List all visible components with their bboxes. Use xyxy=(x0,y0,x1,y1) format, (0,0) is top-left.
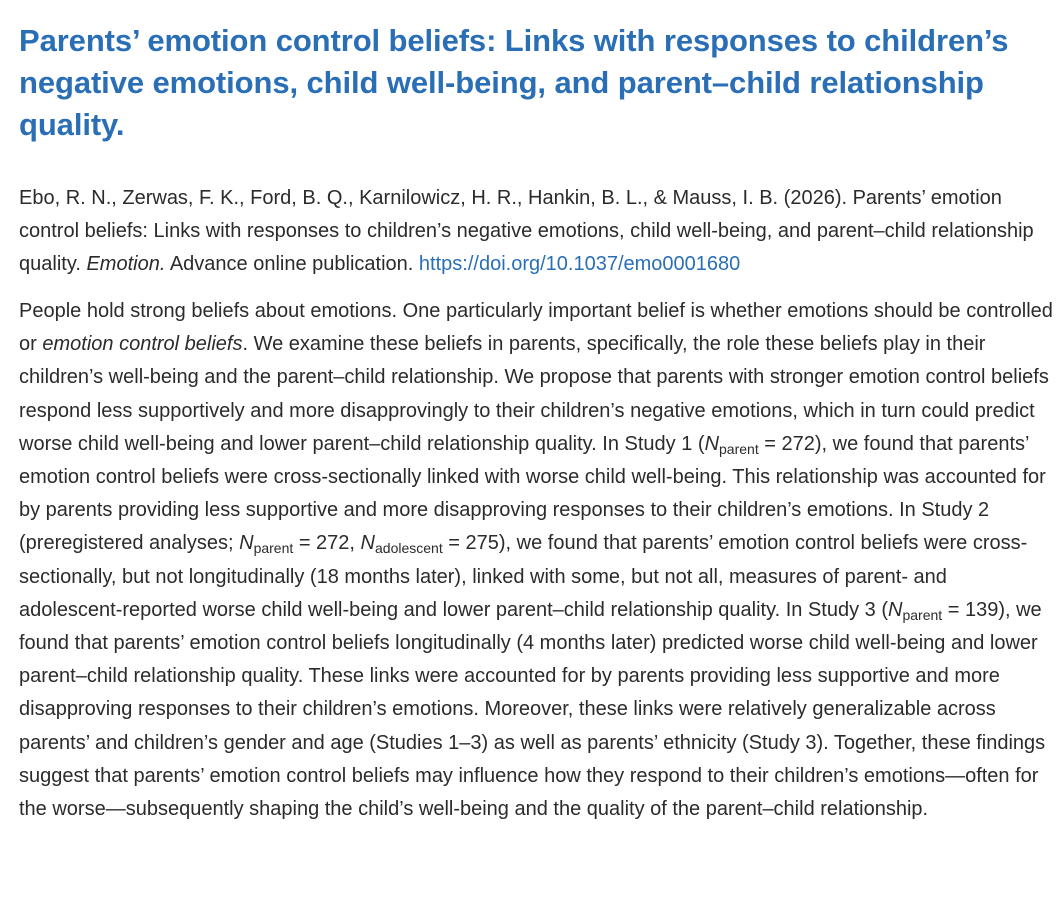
article-title: Parents’ emotion control beliefs: Links with responses to children’s negative emotions, child well-being, and parent–child relationship quality. xyxy=(19,23,1009,142)
article-page xyxy=(19,20,1053,826)
sample-size-subscript: parent xyxy=(719,440,759,457)
sample-size-subscript: adolescent xyxy=(375,540,443,557)
doi-link[interactable]: https://doi.org/10.1037/emo0001680 xyxy=(418,253,741,275)
sample-size-letter: N xyxy=(239,532,254,555)
abstract-text-5: = 275), we found that parents’ emotion control beliefs were cross-sectionally, but not longitudinally (18 months later), linked with some, but not all, measures of parent- and adolescent-reported worse child well-being and lower parent–child relationship quality. In Study 3 ( xyxy=(19,532,1028,621)
abstract-text-4: = 272, xyxy=(293,532,361,555)
publication-status: Advance online publication. xyxy=(169,253,414,275)
abstract-text-2: . We examine these beliefs in parents, specifically, the role these beliefs play in their children’s well-being and the parent–child relationship. We propose that parents with stronger emotion control beliefs respond less supportively and more disapprovingly to their children’s negative emotions, which in turn could predict worse child well-being and lower parent–child relationship quality. In Study 1 ( xyxy=(19,333,1049,455)
abstract-text-1: People hold strong beliefs about emotions. One particularly important belief is whether emotions should be controlled or xyxy=(19,300,1053,356)
abstract xyxy=(19,295,1053,826)
citation xyxy=(19,182,1053,281)
abstract-text-3: = 272), we found that parents’ emotion control beliefs were cross-sectionally linked with worse child well-being. This relationship was accounted for by parents providing less supportive and more disapproving responses to their children’s emotions. In Study 2 (preregistered analyses; xyxy=(19,432,1046,555)
journal-name: Emotion. xyxy=(86,253,166,275)
sample-size-letter: N xyxy=(360,532,375,555)
sample-size-subscript: parent xyxy=(253,540,294,557)
sample-size-letter: N xyxy=(888,598,903,621)
citation-authors: Ebo, R. N., Zerwas, F. K., Ford, B. Q., Karnilowicz, H. R., Hankin, B. L., & Mauss, I. B. (2026). Parents’ emotion control beliefs: Links with responses to children’s negative emotions, child well-being, and parent–child relationship quality. xyxy=(19,187,1034,275)
abstract-italic-term: emotion control beliefs xyxy=(42,333,243,356)
sample-size-letter: N xyxy=(704,432,720,455)
sample-size-subscript: parent xyxy=(902,606,943,623)
abstract-text-6: = 139), we found that parents’ emotion control beliefs longitudinally (4 months later) predicted worse child well-being and lower parent–child relationship quality. These links were accounted for by parents providing less supportive and more disapproving responses to their children’s emotions. Moreover, these links were relatively generalizable across parents’ and children’s gender and age (Studies 1–3) as well as parents’ ethnicity (Study 3). Together, these findings suggest that parents’ emotion control beliefs may influence how they respond to their children’s emotions—often for the worse—subsequently shaping the child’s well-being and the quality of the parent–child relationship. xyxy=(19,598,1046,821)
